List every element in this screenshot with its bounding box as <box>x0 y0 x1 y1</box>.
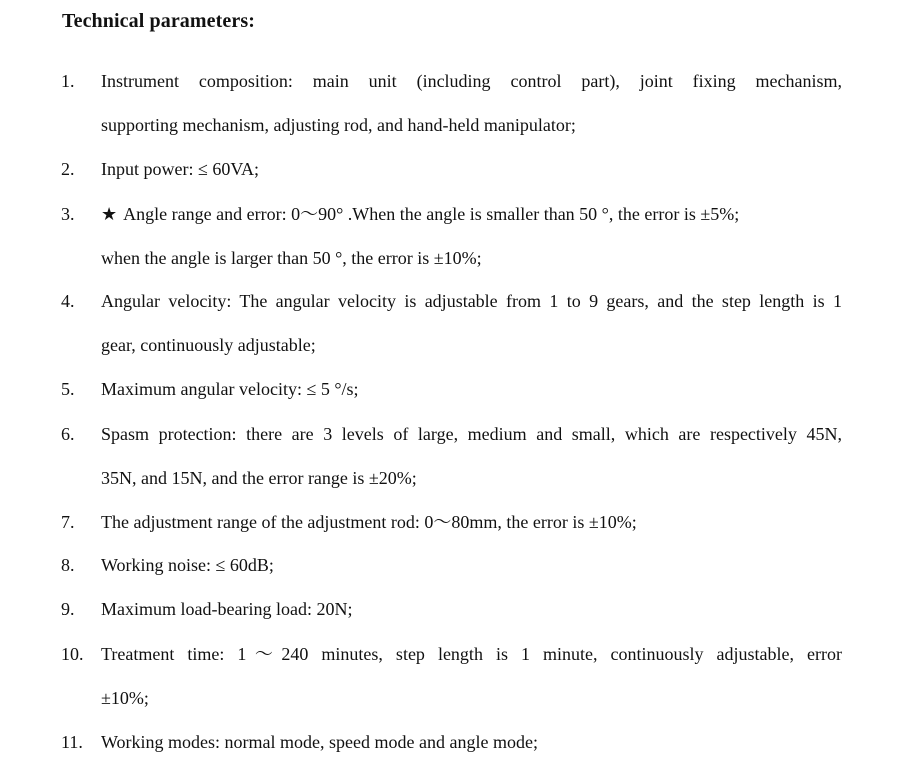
item-number: 2. <box>61 159 75 179</box>
item-text: gear, continuously adjustable; <box>101 335 316 355</box>
item-text: supporting mechanism, adjusting rod, and hand-held manipulator; <box>101 115 576 135</box>
item-text: Treatment time: 1～240 minutes, step length is 1 minute, continuously adjustable, error <box>101 644 842 664</box>
item-text: Maximum load-bearing load: 20N; <box>101 599 353 619</box>
item-text: Angle range and error: 0～90° .When the angle is smaller than 50 °, the error is ±5%; <box>123 204 740 224</box>
item-text: 35N, and 15N, and the error range is ±20%; <box>101 468 417 488</box>
item-number: 3. <box>61 204 75 224</box>
item-text: Working noise: ≤ 60dB; <box>101 555 274 575</box>
item-number: 6. <box>61 424 75 444</box>
item-text: Working modes: normal mode, speed mode and angle mode; <box>101 732 538 752</box>
item-number: 7. <box>61 512 75 532</box>
item-number: 5. <box>61 379 75 399</box>
item-number: 9. <box>61 599 75 619</box>
item-text: Angular velocity: The angular velocity is adjustable from 1 to 9 gears, and the step length is 1 <box>101 291 842 311</box>
item-text: Input power: ≤ 60VA; <box>101 159 260 179</box>
item-text: Instrument composition: main unit (including control part), joint fixing mechanism, <box>101 71 842 91</box>
item-text: Maximum angular velocity: ≤ 5 °/s; <box>101 379 359 399</box>
item-number: 4. <box>61 291 75 311</box>
item-number: 11. <box>61 732 83 752</box>
item-text: when the angle is larger than 50 °, the error is ±10%; <box>101 248 482 268</box>
star-icon: ★ <box>101 204 118 224</box>
item-number: 8. <box>61 555 75 575</box>
item-text: The adjustment range of the adjustment rod: 0～80mm, the error is ±10%; <box>101 512 637 532</box>
item-number: 10. <box>61 644 84 664</box>
section-title: Technical parameters: <box>62 10 255 32</box>
item-text: Spasm protection: there are 3 levels of large, medium and small, which are respectively 45N, <box>101 424 842 444</box>
item-text-row <box>101 203 842 225</box>
item-text: ±10%; <box>101 688 149 708</box>
item-number: 1. <box>61 71 75 91</box>
